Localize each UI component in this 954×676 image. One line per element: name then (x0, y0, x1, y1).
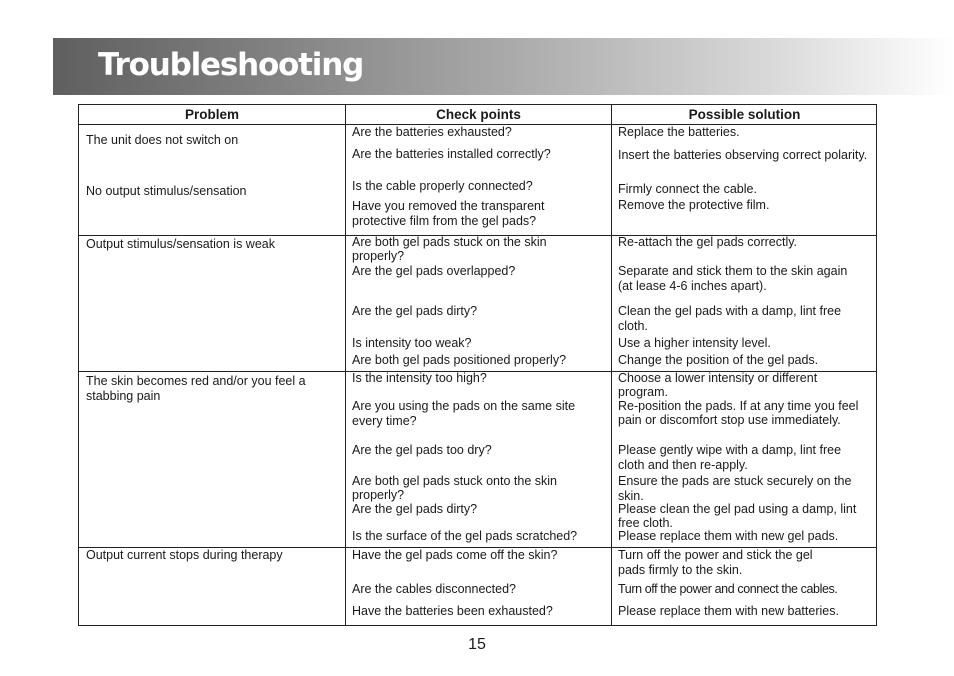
solution-cell: Please clean the gel pad using a damp, lint free cloth. (618, 502, 857, 530)
solution-cell: Please replace them with new batteries. (618, 604, 839, 618)
solution-cell: Please replace them with new gel pads. (618, 529, 839, 543)
solution-cell: Re-position the pads. If at any time you feel pain or discomfort stop use immediately. (618, 399, 859, 427)
check-cell: Is the intensity too high? (352, 371, 487, 385)
solution-cell: Ensure the pads are stuck securely on the skin. (618, 474, 852, 503)
check-cell: Are the gel pads dirty? (352, 304, 478, 318)
solution-cell: Separate and stick them to the skin again (at lease 4-6 inches apart). (618, 264, 848, 293)
problem-cell: The unit does not switch on (86, 133, 239, 147)
check-cell: Are you using the pads on the same site every time? (352, 399, 576, 428)
check-cell: Is the cable properly connected? (352, 179, 533, 193)
check-cell: Are both gel pads positioned properly? (352, 353, 567, 367)
check-cell: Are both gel pads stuck onto the skin properly? (352, 474, 557, 502)
problem-cell: Output current stops during therapy (86, 548, 283, 562)
check-cell: Are the gel pads dirty? (352, 502, 478, 516)
page-title: Troubleshooting (98, 47, 364, 83)
title-banner (53, 38, 954, 95)
solution-cell: Choose a lower intensity or different program. (618, 371, 818, 399)
solution-cell: Insert the batteries observing correct polarity. (618, 148, 868, 162)
check-cell: Have the batteries been exhausted? (352, 604, 553, 618)
solution-cell: Use a higher intensity level. (618, 336, 771, 350)
check-cell: Are the gel pads overlapped? (352, 264, 516, 278)
troubleshooting-table (78, 104, 877, 626)
solution-cell: Replace the batteries. (618, 125, 740, 139)
problem-cell: No output stimulus/sensation (86, 184, 247, 198)
check-cell: Have you removed the transparent protective film from the gel pads? (352, 199, 545, 228)
solution-cell: Please gently wipe with a damp, lint free cloth and then re-apply. (618, 443, 842, 472)
problem-cell: The skin becomes red and/or you feel a stabbing pain (86, 374, 306, 403)
header-check-points: Check points (436, 107, 521, 122)
solution-cell: Clean the gel pads with a damp, lint free cloth. (618, 304, 842, 333)
problem-cell: Output stimulus/sensation is weak (86, 237, 275, 251)
header-problem: Problem (184, 107, 239, 122)
solution-cell: Turn off the power and connect the cables. (618, 582, 838, 596)
solution-cell: Change the position of the gel pads. (618, 353, 819, 367)
check-cell: Are the batteries exhausted? (352, 125, 512, 139)
page-number: 15 (468, 636, 486, 653)
check-cell: Are the batteries installed correctly? (352, 147, 551, 161)
check-cell: Are the cables disconnected? (352, 582, 516, 596)
check-cell: Are both gel pads stuck on the skin properly? (352, 235, 547, 263)
check-cell: Is the surface of the gel pads scratched? (352, 529, 578, 543)
check-cell: Are the gel pads too dry? (352, 443, 492, 457)
check-cell: Is intensity too weak? (352, 336, 472, 350)
header-possible-solution: Possible solution (688, 107, 801, 122)
solution-cell: Re-attach the gel pads correctly. (618, 235, 798, 249)
solution-cell: Firmly connect the cable. (618, 182, 757, 196)
solution-cell: Remove the protective film. (618, 198, 770, 212)
check-cell: Have the gel pads come off the skin? (352, 548, 558, 562)
solution-cell: Turn off the power and stick the gel pads firmly to the skin. (618, 548, 813, 577)
